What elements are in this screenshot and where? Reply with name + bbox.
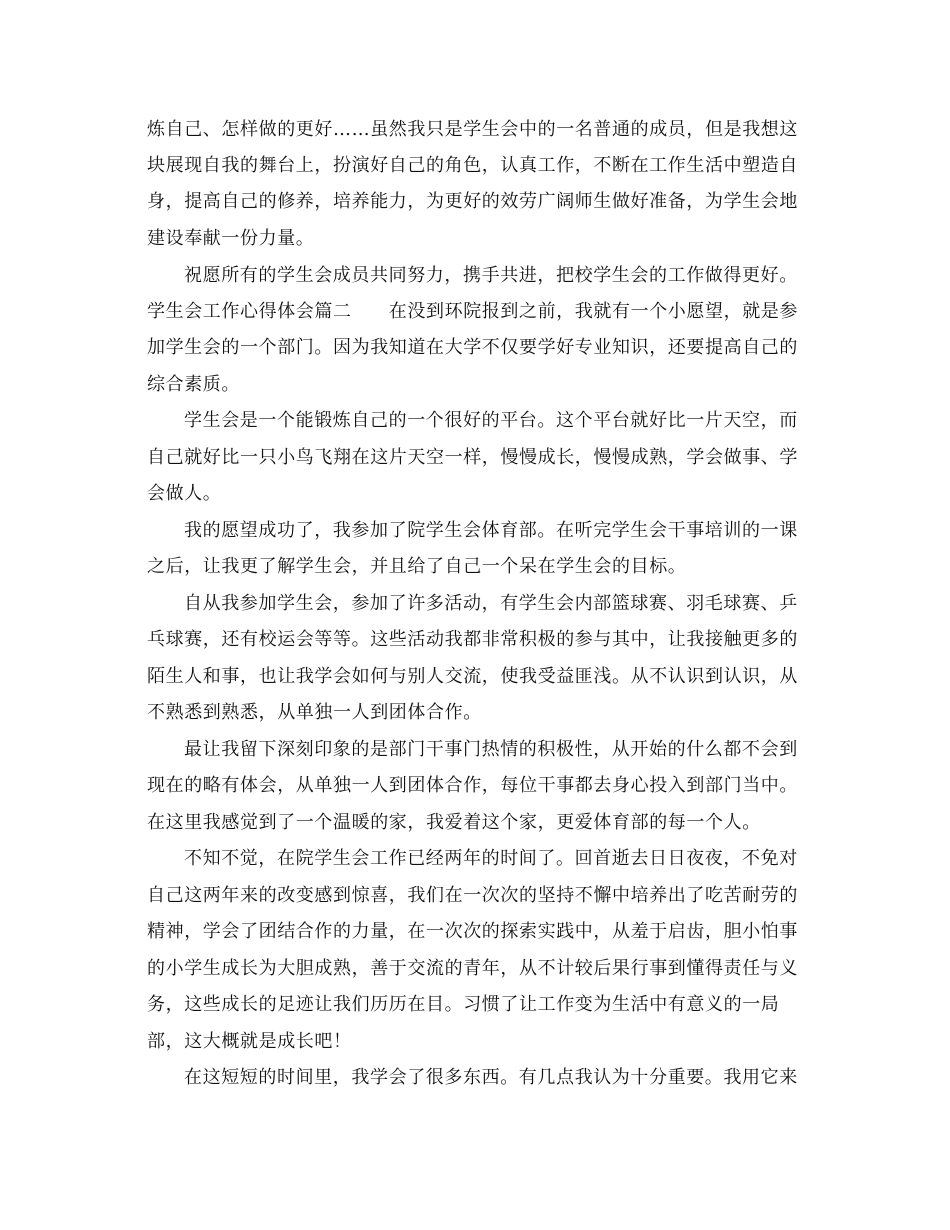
text-line: 自从我参加学生会，参加了许多活动，有学生会内部篮球赛、羽毛球赛、乒 xyxy=(184,593,798,614)
text-line: 在这短短的时间里，我学会了很多东西。有几点我认为十分重要。我用它来 xyxy=(184,1067,798,1088)
text-line: 我的愿望成功了，我参加了院学生会体育部。在听完学生会干事培训的一课 xyxy=(184,520,798,541)
text-line: 的小学生成长为大胆成熟，善于交流的青年，从不计较后果行事到懂得责任与义 xyxy=(147,958,798,979)
text-line: 精神，学会了团结合作的力量，在一次次的探索实践中，从羞于启齿，胆小怕事 xyxy=(147,921,798,942)
text-line: 部，这大概就是成长吧！ xyxy=(147,1031,352,1052)
text-line: 陌生人和事，也让我学会如何与别人交流，使我受益匪浅。从不认识到认识，从 xyxy=(147,666,798,687)
text-line: 身，提高自己的修养，培养能力，为更好的效劳广阔师生做好准备，为学生会地 xyxy=(147,191,798,212)
text-line: 务，这些成长的足迹让我们历历在目。习惯了让工作变为生活中有意义的一局 xyxy=(147,994,780,1015)
text-line: 自己这两年来的改变感到惊喜，我们在一次次的坚持不懈中培养出了吃苦耐劳的 xyxy=(147,885,798,906)
text-line: 综合素质。 xyxy=(147,374,240,395)
text-line: 建设奉献一份力量。 xyxy=(147,228,315,249)
text-line: 乓球赛，还有校运会等等。这些活动我都非常积极的参与其中，让我接触更多的 xyxy=(147,629,798,650)
text-line: 块展现自我的舞台上，扮演好自己的角色，认真工作，不断在工作生活中塑造自 xyxy=(147,155,798,176)
text-line: 学生会是一个能锻炼自己的一个很好的平台。这个平台就好比一片天空，而 xyxy=(184,410,798,431)
text-line: 自己就好比一只小鸟飞翔在这片天空一样，慢慢成长，慢慢成熟，学会做事、学 xyxy=(147,447,798,468)
text-line: 不熟悉到熟悉，从单独一人到团体合作。 xyxy=(147,702,482,723)
text-line: 现在的略有体会，从单独一人到团体合作，每位干事都去身心投入到部门当中。 xyxy=(147,775,798,796)
text-line: 会做人。 xyxy=(147,483,222,504)
text-line: 祝愿所有的学生会成员共同努力，携手共进，把校学生会的工作做得更好。 xyxy=(184,265,798,286)
text-line: 最让我留下深刻印象的是部门干事门热情的积极性，从开始的什么都不会到 xyxy=(184,739,798,760)
text-line: 之后，让我更了解学生会，并且给了自己一个呆在学生会的目标。 xyxy=(147,556,687,577)
text-line: 在这里我感觉到了一个温暖的家，我爱着这个家，更爱体育部的每一个人。 xyxy=(147,812,761,833)
text-line: 学生会工作心得体会篇二 在没到环院报到之前，我就有一个小愿望，就是参 xyxy=(147,301,798,322)
text-line: 炼自己、怎样做的更好……虽然我只是学生会中的一名普通的成员，但是我想这 xyxy=(147,119,798,140)
text-line: 加学生会的一个部门。因为我知道在大学不仅要学好专业知识，还要提高自己的 xyxy=(147,337,798,358)
text-line: 不知不觉，在院学生会工作已经两年的时间了。回首逝去日日夜夜，不免对 xyxy=(184,848,798,869)
